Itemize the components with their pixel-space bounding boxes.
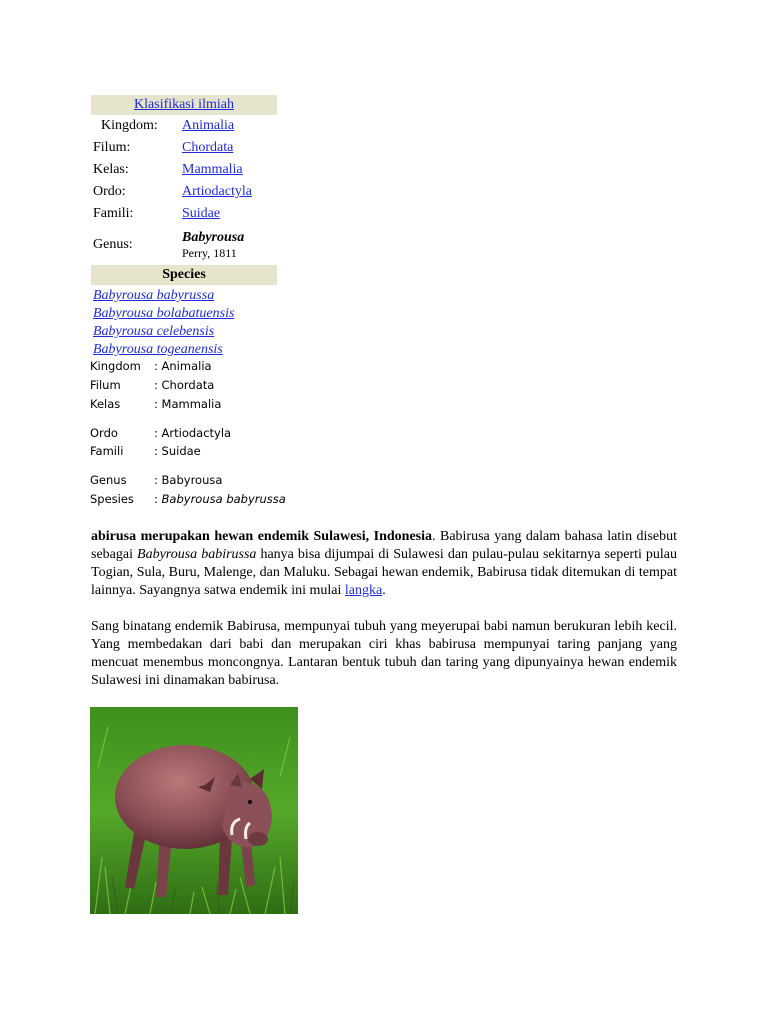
- plain-value: : Mammalia: [154, 397, 222, 411]
- taxo-label: Ordo:: [93, 184, 126, 199]
- taxo-label: Kelas:: [93, 162, 129, 177]
- latin-name: Babyrousa babirussa: [137, 547, 257, 562]
- taxobox-title: [91, 95, 277, 115]
- plain-value: : Suidae: [154, 444, 201, 458]
- species-link[interactable]: Babyrousa bolabatuensis: [93, 306, 235, 321]
- babirusa-photo: [90, 707, 298, 914]
- filum-link[interactable]: Chordata: [182, 140, 234, 155]
- species-link[interactable]: Babyrousa togeanensis: [93, 342, 223, 357]
- taxo-row-kelas: [91, 159, 277, 181]
- famili-link[interactable]: Suidae: [182, 206, 221, 221]
- plain-value: : Animalia: [154, 359, 212, 373]
- plain-row-filum: [90, 378, 214, 392]
- plain-label: Filum: [90, 378, 121, 392]
- plain-value-prefix: :: [154, 492, 162, 506]
- plain-row-genus: [90, 473, 222, 487]
- plain-row-kelas: [90, 397, 221, 411]
- taxobox: [91, 95, 277, 359]
- intro-text-1: . Babirusa yang dalam bahasa latin disebut sebagai: [91, 529, 677, 562]
- plain-label: Kelas: [90, 397, 121, 411]
- kelas-link[interactable]: Mammalia: [182, 162, 243, 177]
- ordo-link[interactable]: Artiodactyla: [182, 184, 252, 199]
- plain-row-famili: [90, 444, 201, 458]
- intro-lead: abirusa merupakan hewan endemik Sulawesi, Indonesia: [91, 529, 432, 544]
- kingdom-link[interactable]: Animalia: [182, 118, 235, 133]
- plain-value: Babyrousa babyrussa: [161, 492, 286, 506]
- taxo-row-kingdom: [91, 115, 277, 137]
- taxo-label: Filum:: [93, 140, 131, 155]
- taxo-row-famili: [91, 203, 277, 225]
- taxo-label: Genus:: [93, 237, 133, 252]
- paragraph-description: Sang binatang endemik Babirusa, mempunyai tubuh yang meyerupai babi namun berukuran lebih kecil. Yang membedakan dari babi dan merupakan ciri khas babirusa mempunyai taring panjang yang mencuat menembus moncongnya. Lantaran bentuk tubuh dan taring yang dipunyainya hewan endemik Sulawesi ini dinamakan babirusa.: [91, 619, 677, 688]
- plain-label: Spesies: [90, 492, 134, 506]
- species-list: [91, 287, 277, 359]
- langka-link[interactable]: langka: [344, 583, 383, 598]
- plain-label: Ordo: [90, 426, 118, 440]
- plain-label: Famili: [90, 444, 124, 458]
- plain-value: : Artiodactyla: [154, 426, 232, 440]
- genus-authority: Perry, 1811: [182, 245, 237, 260]
- intro-end: .: [382, 583, 386, 598]
- plain-row-spesies: [90, 492, 286, 506]
- taxo-label: Kingdom:: [101, 118, 158, 133]
- plain-value: : Chordata: [154, 378, 215, 392]
- plain-row-kingdom: [90, 359, 212, 373]
- taxo-row-filum: [91, 137, 277, 159]
- paragraph-intro: [91, 528, 677, 600]
- plain-value: : Babyrousa: [154, 473, 223, 487]
- species-link[interactable]: Babyrousa babyrussa: [93, 288, 215, 303]
- klasifikasi-ilmiah-link[interactable]: Klasifikasi ilmiah: [134, 97, 234, 112]
- plain-label: Kingdom: [90, 359, 141, 373]
- taxo-label: Famili:: [93, 206, 134, 221]
- taxo-row-ordo: [91, 181, 277, 203]
- plain-label: Genus: [90, 473, 127, 487]
- genus-name: Babyrousa: [182, 229, 245, 245]
- plain-row-ordo: [90, 426, 231, 440]
- intro-text-2: hanya bisa dijumpai di Sulawesi dan pulau-pulau sekitarnya seperti pulau Togian, Sula, Buru, Malenge, dan Maluku. Sebagai hewan endemik, Babirusa tidak ditemukan di tempat lainnya. Sayangnya satwa endemik ini mulai: [91, 547, 677, 598]
- species-link[interactable]: Babyrousa celebensis: [93, 324, 215, 339]
- species-header: Species: [91, 265, 277, 285]
- taxo-row-genus: [91, 225, 277, 265]
